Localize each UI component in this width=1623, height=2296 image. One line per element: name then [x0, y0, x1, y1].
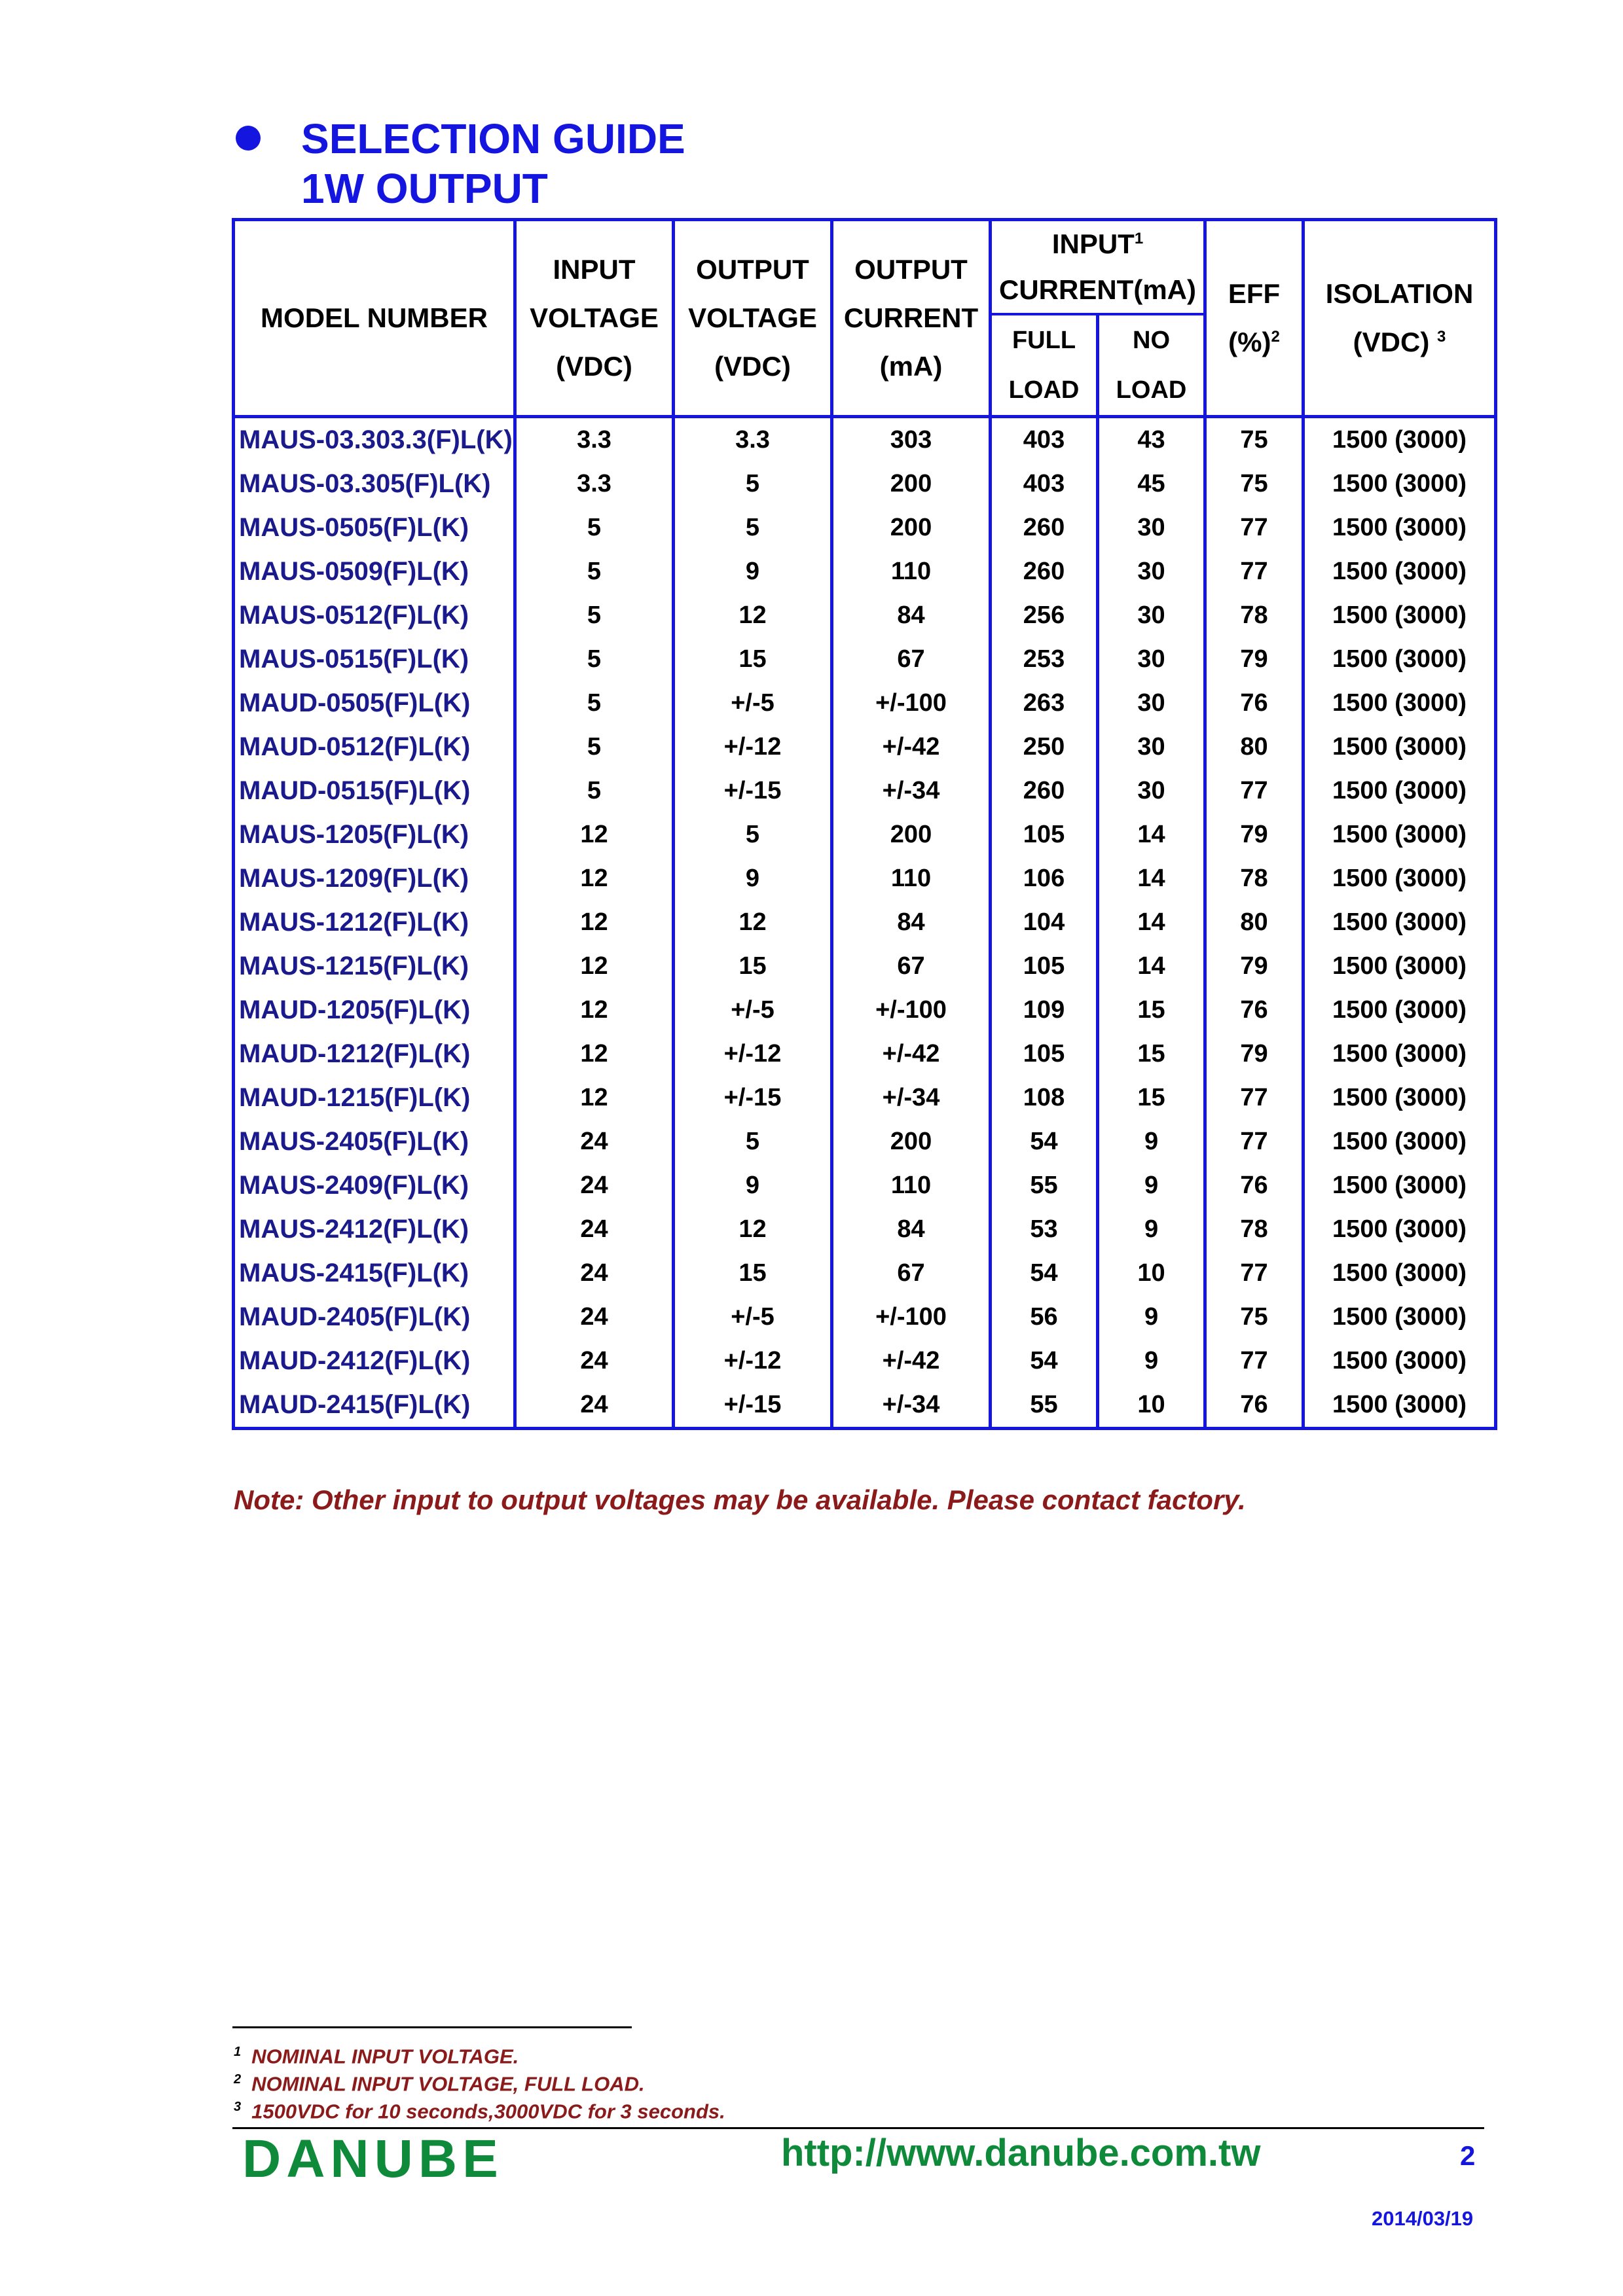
cell-input-voltage: 5 [515, 550, 674, 594]
cell-isolation: 1500 (3000) [1304, 506, 1496, 550]
cell-model: MAUS-1215(F)L(K) [234, 944, 515, 988]
table-row [234, 506, 1496, 550]
cell-no-load: 45 [1098, 462, 1205, 506]
col-header-input-voltage: INPUT VOLTAGE (VDC) [515, 220, 674, 417]
cell-full-load: 54 [991, 1339, 1098, 1383]
table-row [234, 1076, 1496, 1120]
cell-no-load: 10 [1098, 1251, 1205, 1295]
cell-output-current: 200 [832, 506, 991, 550]
table-row [234, 813, 1496, 857]
table-row [234, 1032, 1496, 1076]
cell-output-voltage: 5 [674, 1120, 832, 1164]
cell-output-voltage: 5 [674, 813, 832, 857]
cell-output-current: 303 [832, 417, 991, 463]
cell-model: MAUS-0512(F)L(K) [234, 594, 515, 637]
cell-output-voltage: 12 [674, 594, 832, 637]
cell-output-voltage: +/-15 [674, 1076, 832, 1120]
cell-isolation: 1500 (3000) [1304, 988, 1496, 1032]
cell-eff: 78 [1205, 857, 1304, 901]
cell-model: MAUS-0509(F)L(K) [234, 550, 515, 594]
table-row [234, 1339, 1496, 1383]
cell-eff: 78 [1205, 594, 1304, 637]
cell-output-current: 84 [832, 901, 991, 944]
cell-model: MAUD-2412(F)L(K) [234, 1339, 515, 1383]
col-header-input-current: INPUT$^1$ CURRENT(mA) [991, 220, 1205, 315]
cell-full-load: 54 [991, 1251, 1098, 1295]
cell-full-load: 55 [991, 1164, 1098, 1208]
cell-full-load: 403 [991, 462, 1098, 506]
cell-isolation: 1500 (3000) [1304, 1295, 1496, 1339]
cell-input-voltage: 5 [515, 594, 674, 637]
cell-output-current: +/-42 [832, 1032, 991, 1076]
cell-input-voltage: 24 [515, 1339, 674, 1383]
cell-isolation: 1500 (3000) [1304, 1251, 1496, 1295]
brand-logo: DANUBE [242, 2129, 503, 2189]
bullet-icon [236, 126, 261, 151]
cell-eff: 76 [1205, 1383, 1304, 1429]
cell-model: MAUD-2405(F)L(K) [234, 1295, 515, 1339]
cell-full-load: 53 [991, 1208, 1098, 1251]
cell-full-load: 105 [991, 944, 1098, 988]
cell-input-voltage: 24 [515, 1383, 674, 1429]
cell-input-voltage: 24 [515, 1251, 674, 1295]
cell-eff: 77 [1205, 769, 1304, 813]
cell-isolation: 1500 (3000) [1304, 1208, 1496, 1251]
cell-model: MAUS-03.305(F)L(K) [234, 462, 515, 506]
table-row [234, 901, 1496, 944]
cell-full-load: 260 [991, 550, 1098, 594]
cell-input-voltage: 12 [515, 944, 674, 988]
cell-output-current: 200 [832, 1120, 991, 1164]
cell-input-voltage: 24 [515, 1164, 674, 1208]
cell-output-current: +/-42 [832, 1339, 991, 1383]
cell-output-voltage: 15 [674, 1251, 832, 1295]
cell-output-current: 110 [832, 550, 991, 594]
footnote-2: $^2$ NOMINAL INPUT VOLTAGE, FULL LOAD. [234, 2072, 645, 2096]
cell-isolation: 1500 (3000) [1304, 681, 1496, 725]
cell-full-load: 263 [991, 681, 1098, 725]
cell-isolation: 1500 (3000) [1304, 1032, 1496, 1076]
table-row [234, 637, 1496, 681]
cell-output-voltage: 12 [674, 901, 832, 944]
cell-full-load: 105 [991, 1032, 1098, 1076]
cell-isolation: 1500 (3000) [1304, 1164, 1496, 1208]
cell-no-load: 30 [1098, 594, 1205, 637]
cell-output-current: +/-100 [832, 681, 991, 725]
cell-eff: 79 [1205, 637, 1304, 681]
table-row [234, 988, 1496, 1032]
cell-eff: 78 [1205, 1208, 1304, 1251]
cell-model: MAUS-2415(F)L(K) [234, 1251, 515, 1295]
cell-output-current: +/-100 [832, 1295, 991, 1339]
table-row [234, 1251, 1496, 1295]
table-body [234, 417, 1496, 1429]
cell-no-load: 14 [1098, 901, 1205, 944]
col-header-eff: EFF (%)$^2$ [1205, 220, 1304, 417]
col-header-full-load: FULL LOAD [991, 314, 1098, 417]
cell-isolation: 1500 (3000) [1304, 1383, 1496, 1429]
table-row [234, 594, 1496, 637]
table-row [234, 417, 1496, 463]
cell-model: MAUS-0505(F)L(K) [234, 506, 515, 550]
cell-isolation: 1500 (3000) [1304, 1076, 1496, 1120]
cell-output-current: +/-34 [832, 769, 991, 813]
cell-isolation: 1500 (3000) [1304, 462, 1496, 506]
cell-output-current: 110 [832, 1164, 991, 1208]
cell-no-load: 30 [1098, 550, 1205, 594]
col-header-no-load: NO LOAD [1098, 314, 1205, 417]
cell-full-load: 55 [991, 1383, 1098, 1429]
cell-output-current: +/-100 [832, 988, 991, 1032]
cell-input-voltage: 24 [515, 1208, 674, 1251]
cell-input-voltage: 12 [515, 988, 674, 1032]
cell-output-voltage: +/-12 [674, 1339, 832, 1383]
page-number: 2 [1460, 2140, 1476, 2171]
cell-output-voltage: +/-15 [674, 769, 832, 813]
cell-model: MAUS-03.303.3(F)L(K) [234, 417, 515, 463]
cell-output-voltage: 15 [674, 944, 832, 988]
cell-eff: 80 [1205, 725, 1304, 769]
cell-isolation: 1500 (3000) [1304, 637, 1496, 681]
col-header-isolation: ISOLATION (VDC) $^3$ [1304, 220, 1496, 417]
cell-no-load: 9 [1098, 1120, 1205, 1164]
cell-full-load: 54 [991, 1120, 1098, 1164]
cell-model: MAUS-1209(F)L(K) [234, 857, 515, 901]
cell-no-load: 9 [1098, 1164, 1205, 1208]
cell-output-current: 84 [832, 1208, 991, 1251]
cell-no-load: 15 [1098, 1076, 1205, 1120]
cell-output-voltage: +/-15 [674, 1383, 832, 1429]
cell-isolation: 1500 (3000) [1304, 594, 1496, 637]
cell-eff: 75 [1205, 417, 1304, 463]
cell-input-voltage: 24 [515, 1120, 674, 1164]
cell-input-voltage: 12 [515, 813, 674, 857]
cell-input-voltage: 12 [515, 1032, 674, 1076]
footnote-3: $^3$ 1500VDC for 10 seconds,3000VDC for 3 seconds. [234, 2100, 725, 2123]
table-row [234, 1164, 1496, 1208]
cell-input-voltage: 3.3 [515, 417, 674, 463]
cell-eff: 77 [1205, 550, 1304, 594]
cell-output-voltage: +/-12 [674, 725, 832, 769]
cell-output-voltage: +/-5 [674, 681, 832, 725]
cell-output-current: 67 [832, 1251, 991, 1295]
cell-no-load: 9 [1098, 1208, 1205, 1251]
cell-eff: 75 [1205, 1295, 1304, 1339]
cell-eff: 80 [1205, 901, 1304, 944]
cell-output-voltage: +/-12 [674, 1032, 832, 1076]
cell-output-current: +/-42 [832, 725, 991, 769]
cell-isolation: 1500 (3000) [1304, 769, 1496, 813]
cell-input-voltage: 5 [515, 506, 674, 550]
cell-full-load: 260 [991, 506, 1098, 550]
cell-model: MAUS-1205(F)L(K) [234, 813, 515, 857]
cell-eff: 76 [1205, 1164, 1304, 1208]
cell-eff: 77 [1205, 506, 1304, 550]
cell-isolation: 1500 (3000) [1304, 857, 1496, 901]
cell-output-current: 67 [832, 944, 991, 988]
cell-model: MAUS-2412(F)L(K) [234, 1208, 515, 1251]
cell-isolation: 1500 (3000) [1304, 901, 1496, 944]
footnote-divider [232, 2026, 632, 2028]
table-row [234, 1383, 1496, 1429]
cell-model: MAUD-0515(F)L(K) [234, 769, 515, 813]
cell-full-load: 56 [991, 1295, 1098, 1339]
cell-eff: 77 [1205, 1251, 1304, 1295]
cell-no-load: 15 [1098, 988, 1205, 1032]
table-row [234, 1120, 1496, 1164]
cell-model: MAUD-0512(F)L(K) [234, 725, 515, 769]
cell-full-load: 403 [991, 417, 1098, 463]
cell-no-load: 30 [1098, 637, 1205, 681]
cell-output-current: 110 [832, 857, 991, 901]
cell-output-current: 200 [832, 813, 991, 857]
cell-eff: 76 [1205, 988, 1304, 1032]
cell-output-voltage: +/-5 [674, 1295, 832, 1339]
cell-no-load: 9 [1098, 1295, 1205, 1339]
cell-model: MAUS-2405(F)L(K) [234, 1120, 515, 1164]
cell-model: MAUS-0515(F)L(K) [234, 637, 515, 681]
table-row [234, 857, 1496, 901]
cell-model: MAUD-2415(F)L(K) [234, 1383, 515, 1429]
cell-output-voltage: 3.3 [674, 417, 832, 463]
cell-no-load: 30 [1098, 725, 1205, 769]
cell-output-current: 200 [832, 462, 991, 506]
cell-no-load: 30 [1098, 769, 1205, 813]
cell-isolation: 1500 (3000) [1304, 1339, 1496, 1383]
cell-model: MAUS-2409(F)L(K) [234, 1164, 515, 1208]
table-row [234, 550, 1496, 594]
cell-output-voltage: 12 [674, 1208, 832, 1251]
cell-full-load: 105 [991, 813, 1098, 857]
cell-isolation: 1500 (3000) [1304, 725, 1496, 769]
cell-input-voltage: 12 [515, 857, 674, 901]
cell-output-voltage: 9 [674, 857, 832, 901]
cell-output-current: 67 [832, 637, 991, 681]
cell-output-voltage: 5 [674, 506, 832, 550]
footnote-1: $^1$ NOMINAL INPUT VOLTAGE. [234, 2045, 519, 2068]
cell-full-load: 253 [991, 637, 1098, 681]
heading-line-2: 1W OUTPUT [301, 165, 548, 212]
cell-isolation: 1500 (3000) [1304, 417, 1496, 463]
cell-full-load: 104 [991, 901, 1098, 944]
cell-no-load: 14 [1098, 857, 1205, 901]
cell-output-current: +/-34 [832, 1383, 991, 1429]
cell-output-voltage: 9 [674, 550, 832, 594]
table-row [234, 1208, 1496, 1251]
cell-input-voltage: 12 [515, 1076, 674, 1120]
cell-no-load: 30 [1098, 681, 1205, 725]
cell-eff: 77 [1205, 1076, 1304, 1120]
cell-no-load: 15 [1098, 1032, 1205, 1076]
cell-eff: 75 [1205, 462, 1304, 506]
cell-isolation: 1500 (3000) [1304, 944, 1496, 988]
cell-eff: 77 [1205, 1120, 1304, 1164]
cell-output-voltage: 15 [674, 637, 832, 681]
cell-isolation: 1500 (3000) [1304, 813, 1496, 857]
website-link[interactable]: http://www.danube.com.tw [781, 2132, 1261, 2174]
cell-input-voltage: 5 [515, 725, 674, 769]
cell-no-load: 9 [1098, 1339, 1205, 1383]
table-row [234, 769, 1496, 813]
cell-eff: 76 [1205, 681, 1304, 725]
cell-output-voltage: 5 [674, 462, 832, 506]
cell-input-voltage: 5 [515, 681, 674, 725]
cell-isolation: 1500 (3000) [1304, 1120, 1496, 1164]
cell-no-load: 14 [1098, 944, 1205, 988]
table-row [234, 944, 1496, 988]
cell-input-voltage: 3.3 [515, 462, 674, 506]
table-row [234, 725, 1496, 769]
document-date: 2014/03/19 [1372, 2207, 1474, 2230]
cell-eff: 79 [1205, 1032, 1304, 1076]
col-header-output-voltage: OUTPUT VOLTAGE (VDC) [674, 220, 832, 417]
cell-input-voltage: 12 [515, 901, 674, 944]
cell-input-voltage: 5 [515, 637, 674, 681]
cell-model: MAUD-1205(F)L(K) [234, 988, 515, 1032]
cell-model: MAUD-1212(F)L(K) [234, 1032, 515, 1076]
cell-full-load: 106 [991, 857, 1098, 901]
cell-isolation: 1500 (3000) [1304, 550, 1496, 594]
cell-full-load: 109 [991, 988, 1098, 1032]
cell-full-load: 256 [991, 594, 1098, 637]
cell-model: MAUD-1215(F)L(K) [234, 1076, 515, 1120]
cell-no-load: 43 [1098, 417, 1205, 463]
table-row [234, 681, 1496, 725]
heading-line-1: SELECTION GUIDE [301, 115, 685, 162]
cell-no-load: 14 [1098, 813, 1205, 857]
table-row [234, 462, 1496, 506]
col-header-output-current: OUTPUT CURRENT (mA) [832, 220, 991, 417]
cell-no-load: 30 [1098, 506, 1205, 550]
note-text: Note: Other input to output voltages may be available. Please contact factory. [234, 1484, 1246, 1515]
cell-input-voltage: 24 [515, 1295, 674, 1339]
cell-input-voltage: 5 [515, 769, 674, 813]
col-header-model: MODEL NUMBER [234, 220, 515, 417]
cell-model: MAUS-1212(F)L(K) [234, 901, 515, 944]
cell-no-load: 10 [1098, 1383, 1205, 1429]
cell-output-voltage: +/-5 [674, 988, 832, 1032]
cell-full-load: 260 [991, 769, 1098, 813]
cell-eff: 77 [1205, 1339, 1304, 1383]
cell-output-current: 84 [832, 594, 991, 637]
cell-output-voltage: 9 [674, 1164, 832, 1208]
selection-guide-table [232, 218, 1497, 1430]
table-row [234, 1295, 1496, 1339]
cell-output-current: +/-34 [832, 1076, 991, 1120]
cell-model: MAUD-0505(F)L(K) [234, 681, 515, 725]
cell-full-load: 250 [991, 725, 1098, 769]
cell-full-load: 108 [991, 1076, 1098, 1120]
cell-eff: 79 [1205, 944, 1304, 988]
cell-eff: 79 [1205, 813, 1304, 857]
